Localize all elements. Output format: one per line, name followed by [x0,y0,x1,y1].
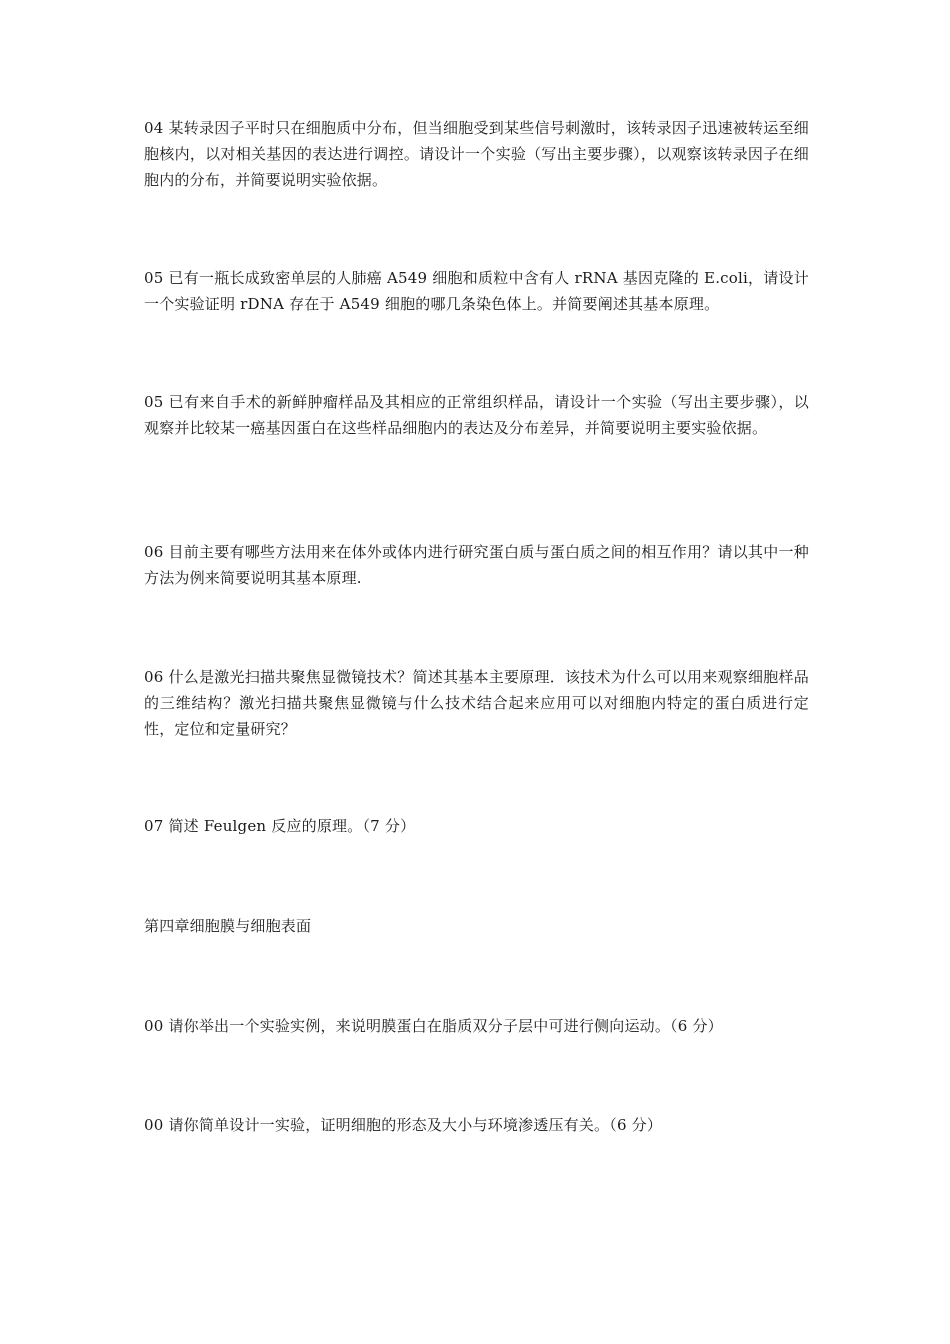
question-04-transcription-factor: 04 某转录因子平时只在细胞质中分布，但当细胞受到某些信号刺激时，该转录因子迅速被转运至细胞核内，以对相关基因的表达进行调控。请设计一个实验（写出主要步骤），以观察该转录因子在细胞内的分布，并简要说明实验依据。 [144,119,809,189]
question-06-protein-interaction: 06 目前主要有哪些方法用来在体外或体内进行研究蛋白质与蛋白质之间的相互作用？请以其中一种方法为例来简要说明其基本原理. [144,543,809,587]
chapter-heading: 第四章细胞膜与细胞表面 [144,917,312,935]
question-05-rdna-chromosome: 05 已有一瓶长成致密单层的人肺癌 A549 细胞和质粒中含有人 rRNA 基因克隆的 E.coli，请设计一个实验证明 rDNA 存在于 A549 细胞的哪几条染色体上。并简要阐述其基本原理。 [144,269,809,313]
question-06-confocal-microscopy: 06 什么是激光扫描共聚焦显微镜技术？简述其基本主要原理．该技术为什么可以用来观察细胞样品的三维结构？激光扫描共聚焦显微镜与什么技术结合起来应用可以对细胞内特定的蛋白质进行定性，定位和定量研究？ [144,668,809,738]
question-00-membrane-protein: 00 请你举出一个实验实例，来说明膜蛋白在脂质双分子层中可进行侧向运动。（6 分） [144,1017,723,1035]
question-07-feulgen-reaction: 07 简述 Feulgen 反应的原理。（7 分） [144,817,416,835]
question-05-oncogene-protein: 05 已有来自手术的新鲜肿瘤样品及其相应的正常组织样品，请设计一个实验（写出主要步骤），以观察并比较某一癌基因蛋白在这些样品细胞内的表达及分布差异，并简要说明主要实验依据。 [144,393,809,437]
question-00-osmotic-pressure: 00 请你简单设计一实验，证明细胞的形态及大小与环境渗透压有关。（6 分） [144,1116,663,1134]
